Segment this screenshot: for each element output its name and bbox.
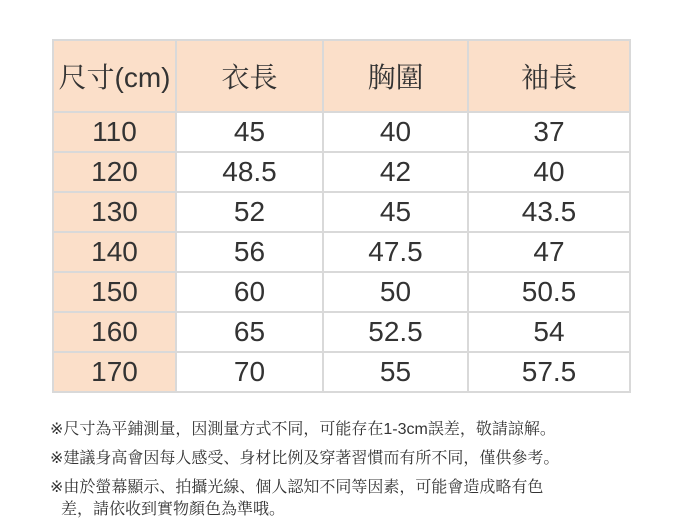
value-cell: 70 (176, 352, 323, 392)
size-cell: 120 (53, 152, 176, 192)
note-text: ※尺寸為平鋪測量，因測量方式不同，可能存在1-3cm誤差，敬請諒解。 (50, 421, 556, 438)
value-cell: 55 (323, 352, 468, 392)
note-text: ※由於螢幕顯示、拍攝光線、個人認知不同等因素，可能會造成略有色 (50, 479, 544, 496)
column-header-sleeve: 袖長 (468, 40, 630, 112)
table-header-row (53, 40, 630, 112)
table-row (53, 192, 630, 232)
note-measurement-tolerance (50, 419, 559, 441)
value-cell: 52 (176, 192, 323, 232)
value-cell: 45 (323, 192, 468, 232)
value-cell: 48.5 (176, 152, 323, 192)
value-cell: 47 (468, 232, 630, 272)
size-cell: 150 (53, 272, 176, 312)
table-row (53, 352, 630, 392)
value-cell: 50 (323, 272, 468, 312)
value-cell: 50.5 (468, 272, 630, 312)
column-header-size: 尺寸(cm) (53, 40, 176, 112)
note-color-difference (50, 477, 559, 521)
value-cell: 60 (176, 272, 323, 312)
table-row (53, 152, 630, 192)
note-text: ※建議身高會因每人感受、身材比例及穿著習慣而有所不同，僅供參考。 (50, 450, 560, 467)
value-cell: 40 (323, 112, 468, 152)
value-cell: 56 (176, 232, 323, 272)
value-cell: 37 (468, 112, 630, 152)
value-cell: 42 (323, 152, 468, 192)
size-cell: 170 (53, 352, 176, 392)
value-cell: 45 (176, 112, 323, 152)
column-header-chest: 胸圍 (323, 40, 468, 112)
value-cell: 43.5 (468, 192, 630, 232)
column-header-body-length: 衣長 (176, 40, 323, 112)
value-cell: 47.5 (323, 232, 468, 272)
table-row (53, 112, 630, 152)
value-cell: 52.5 (323, 312, 468, 352)
value-cell: 54 (468, 312, 630, 352)
table-row (53, 272, 630, 312)
value-cell: 40 (468, 152, 630, 192)
size-cell: 110 (53, 112, 176, 152)
size-cell: 130 (53, 192, 176, 232)
note-height-reference (50, 448, 559, 470)
footnotes (50, 419, 559, 528)
value-cell: 65 (176, 312, 323, 352)
table-row (53, 312, 630, 352)
value-cell: 57.5 (468, 352, 630, 392)
size-cell: 160 (53, 312, 176, 352)
table-row (53, 232, 630, 272)
size-cell: 140 (53, 232, 176, 272)
note-text: 差，請依收到實物顏色為準哦。 (61, 501, 286, 518)
size-table (52, 39, 631, 393)
